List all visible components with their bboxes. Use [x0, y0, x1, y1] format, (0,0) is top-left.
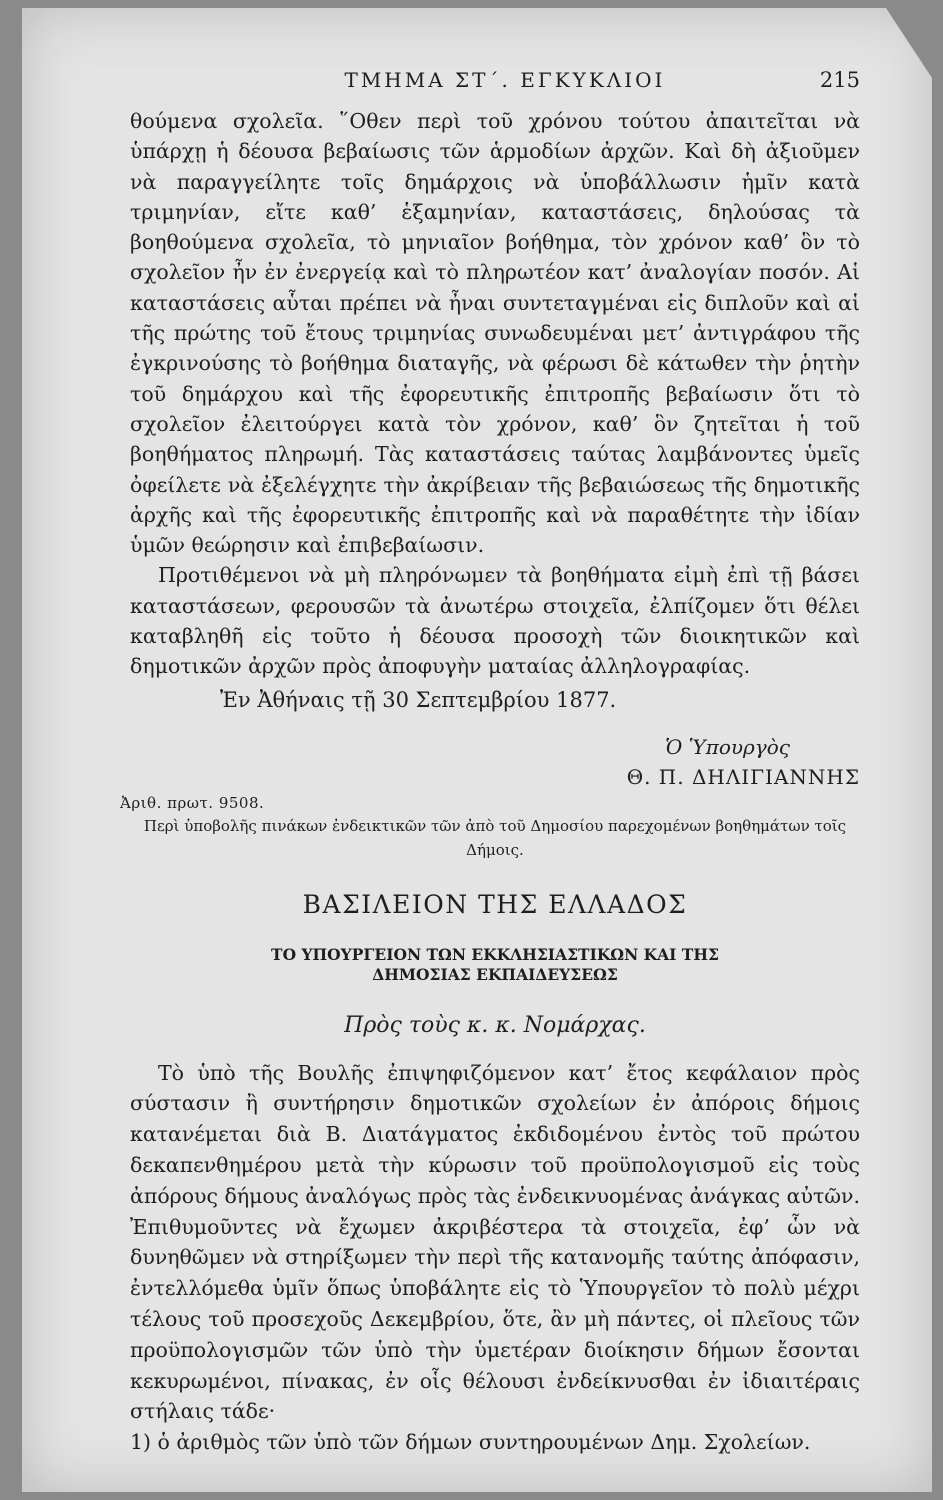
signature-name: Θ. Π. ΔΗΛΙΓΙΑΝΝΗΣ	[626, 764, 860, 789]
folded-corner	[886, 8, 932, 78]
running-header	[130, 68, 860, 106]
date-line: Ἐν Ἀθήναις τῇ 30 Σεπτεμβρίου 1877.	[220, 687, 617, 712]
addressee: Πρὸς τοὺς κ. κ. Νομάρχας.	[344, 1012, 646, 1038]
body-paragraph-1: θούμενα σχολεῖα. ῞Οθεν περὶ τοῦ χρόνου τούτου ἀπαιτεῖται νὰ ὑπάρχῃ ἡ δέουσα βεβαίωσις τῶν ἁρμοδίων ἀρχῶν. Καὶ δὴ ἀξιοῦμεν νὰ παραγγείλητε τοῖς δημάρχοις νὰ ὑποβάλλωσιν ἡμῖν κατὰ τριμηνίαν, εἴτε καθ’ ἑξαμηνίαν, καταστάσεις, δηλούσας τὰ βοηθούμενα σχολεῖα, τὸ μηνιαῖον βοήθημα, τὸν χρόνον καθ’ ὃν τὸ σχολεῖον ἦν ἐν ἐνεργείᾳ καὶ τὸ πληρωτέον κατ’ ἀναλογίαν ποσόν. Αἱ καταστάσεις αὗται πρέπει νὰ ἦναι συντεταγμέναι εἰς διπλοῦν καὶ αἱ τῆς πρώτης τοῦ ἔτους τριμηνίας συνωδευμέναι μετ’ ἀντιγράφου τῆς ἐγκρινούσης τὸ βοήθημα διαταγῆς, νὰ φέρωσι δὲ κάτωθεν τὴν ῥητὴν τοῦ δημάρχου καὶ τῆς ἐφορευτικῆς ἐπιτροπῆς βεβαίωσιν ὅτι τὸ σχολεῖον ἐλειτούργει κατὰ τὸν χρόνον, καθ’ ὃν ζητεῖται ἡ τοῦ βοηθήματος πληρωμή. Τὰς καταστάσεις ταύτας λαμβάνοντες ὑμεῖς ὀφείλετε νὰ ἐξελέγχητε τὴν ἀκρίβειαν τῆς βεβαιώσεως τῆς δημοτικῆς ἀρχῆς καὶ τῆς ἐφορευτικῆς ἐπιτροπῆς καὶ νὰ παραθέτητε τὴν ἰδίαν ὑμῶν θεώρησιν καὶ ἐπιβεβαίωσιν.	[130, 109, 860, 558]
page-number: 215	[819, 68, 860, 92]
page-content	[120, 68, 860, 1458]
body-paragraph-2: Προτιθέμενοι νὰ μὴ πληρόνωμεν τὰ βοηθήματα εἰμὴ ἐπὶ τῇ βάσει καταστάσεων, φερουσῶν τὰ ἀνωτέρω στοιχεῖα, ἐλπίζομεν ὅτι θέλει καταβληθῆ εἰς τοῦτο ἡ δέουσα προσοχὴ τῶν διοικητικῶν καὶ δημοτικῶν ἀρχῶν πρὸς ἀποφυγὴν ματαίας ἀλληλογραφίας.	[130, 563, 860, 679]
signature-role: Ὁ Ὑπουργὸς	[665, 734, 790, 759]
circular-item-1: 1) ὁ ἀριθμὸς τῶν ὑπὸ τῶν δήμων συντηρουμένων Δημ. Σχολείων.	[130, 1430, 811, 1455]
ministry-heading	[130, 945, 860, 985]
scanned-page	[22, 8, 932, 1492]
circular-paragraph-1: Τὸ ὑπὸ τῆς Βουλῆς ἐπιψηφιζόμενον κατ’ ἔτος κεφάλαιον πρὸς σύστασιν ἢ συντήρησιν δημοτικῶν σχολείων ἐν ἀπόροις δήμοις κατανέμεται διὰ Β. Διατάγματος ἐκδιδομένου ἐντὸς τοῦ πρώτου δεκαπενθημέρου μετὰ τὴν κύρωσιν τοῦ προϋπολογισμοῦ εἰς τοὺς ἀπόρους δήμους ἀναλόγως πρὸς τὰς ἐνδεικνυομένας ἀνάγκας αὐτῶν. Ἐπιθυμοῦντες νὰ ἔχωμεν ἀκριβέστερα τὰ στοιχεῖα, ἐφ’ ὧν νὰ δυνηθῶμεν νὰ στηρίξωμεν τὴν περὶ τῆς κατανομῆς ταύτης ἀπόφασιν, ἐντελλόμεθα ὑμῖν ὅπως ὑποβάλητε εἰς τὸ Ὑπουργεῖον τὸ πολὺ μέχρι τέλους τοῦ προσεχοῦς Δεκεμβρίου, ὅτε, ἂν μὴ πάντες, οἱ πλεῖους τῶν προϋπολογισμῶν τῶν ὑπὸ τὴν ὑμετέραν διοίκησιν δήμων ἔσονται κεκυρωμένοι, πίνακας, ἐν οἷς θέλουσι ἐνδείκνυσθαι ἐν ἰδιαιτέραις στήλαις τάδε·	[130, 1060, 860, 1424]
circular-subject: Περὶ ὑποβολῆς πινάκων ἐνδεικτικῶν τῶν ἀπὸ τοῦ Δημοσίου παρεχομένων βοηθημάτων τοῖς Δήμοις.	[143, 816, 847, 859]
signature-block	[130, 732, 860, 792]
protocol-number: Ἀριθ. πρωτ. 9508.	[120, 793, 265, 812]
running-title: ΤΜΗΜΑ ΣΤ΄. ΕΓΚΥΚΛΙΟΙ	[344, 68, 666, 92]
ministry-line-1: ΤΟ ΥΠΟΥΡΓΕΙΟΝ ΤΩΝ ΕΚΚΛΗΣΙΑΣΤΙΚΩΝ ΚΑΙ ΤΗΣ	[271, 944, 719, 964]
kingdom-heading: ΒΑΣΙΛΕΙΟΝ ΤΗΣ ΕΛΛΑΔΟΣ	[302, 889, 688, 919]
ministry-line-2: ΔΗΜΟΣΙΑΣ ΕΚΠΑΙΔΕΥΣΕΩΣ	[372, 964, 618, 984]
